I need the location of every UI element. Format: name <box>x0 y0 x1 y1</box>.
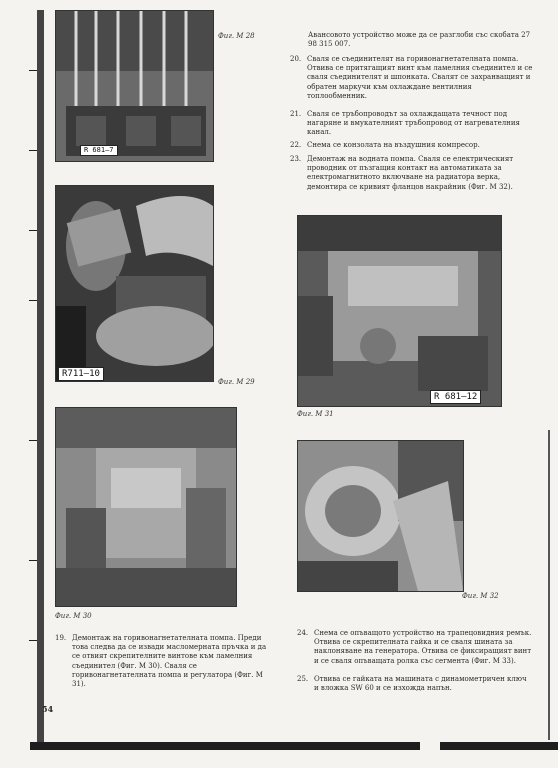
margin-tick <box>29 300 37 301</box>
right-edge-line <box>548 430 550 740</box>
figure-m30-caption: Фиг. М 30 <box>55 612 92 620</box>
list-item-23: 23. Демонтаж на водната помпа. Сваля се електрическият проводник от пъзгащия контакт на автоматиката за електромагнитното включване на радиатора верка, демонтира се кривият фланцов накрайник (Фиг. М 32). <box>290 155 514 191</box>
margin-tick <box>29 560 37 561</box>
list-item-22: 22. Снема се конзолата на въздушния компресор. <box>290 141 480 149</box>
figure-m28-caption: Фиг. М 28 <box>218 32 255 40</box>
margin-tick <box>29 150 37 151</box>
figure-m29-photo <box>55 185 214 382</box>
figure-m32-photo <box>297 440 464 592</box>
figure-m30-photo <box>55 407 237 607</box>
page-number: 54 <box>42 704 54 714</box>
figure-m29-caption: Фиг. М 29 <box>218 378 255 386</box>
binding-strip <box>37 10 44 750</box>
figure-m31-label: R 681–12 <box>430 390 481 404</box>
list-item-25: 25. Отвива се гайката на машината с динамометричен ключ и вложка SW 60 и се изхожда напън. <box>297 675 527 693</box>
bottom-bar <box>30 742 558 750</box>
intro-paragraph: Авансовото устройство може да се разглоби със скобата 27 98 315 007. <box>308 31 531 49</box>
figure-m29-label: R711–10 <box>58 367 104 381</box>
list-item-20: 20. Сваля се съединителят на горивонагнетателната помпа. Отвива се притягащият винт към ламелния съединител и се сваля съединителят и шпонката. Свалят се захранващият и обратен маркучи към охлаждане вентилния топлообменник. <box>290 55 533 100</box>
list-item-21: 21. Сваля се тръбопроводът за охлаждащата течност под нагаряне и вмукателният тръбопровод от нагревателния канал. <box>290 110 520 137</box>
bottom-bar-gap <box>420 742 440 750</box>
margin-tick <box>29 230 37 231</box>
margin-tick <box>29 70 37 71</box>
margin-tick <box>29 440 37 441</box>
list-item-19: 19. Демонтаж на горивонагнетателната помпа. Преди това следва да се извади масломерната пръчка и да се отвият скрепителните винтове към ламелния съединител (Фиг. М 30). Сваля се горивонагнетателната помпа и регулатора (Фиг. М 31). <box>55 634 267 689</box>
margin-tick <box>29 640 37 641</box>
figure-m31-photo <box>297 215 502 407</box>
list-item-24: 24. Снема се опъващото устройство на трапецовидния ремък. Отвива се скрепителната гайка и се сваля шината за наклоняване на генератора. Отвива се фиксиращият винт и се сваля опъващата ролка със сегмента (Фиг. М 33). <box>297 629 532 665</box>
figure-m32-caption: Фиг. М 32 <box>462 592 499 600</box>
figure-m28-label: R 681–7 <box>80 145 118 156</box>
figure-m28-photo <box>55 10 214 162</box>
figure-m31-caption: Фиг. М 31 <box>297 410 334 418</box>
